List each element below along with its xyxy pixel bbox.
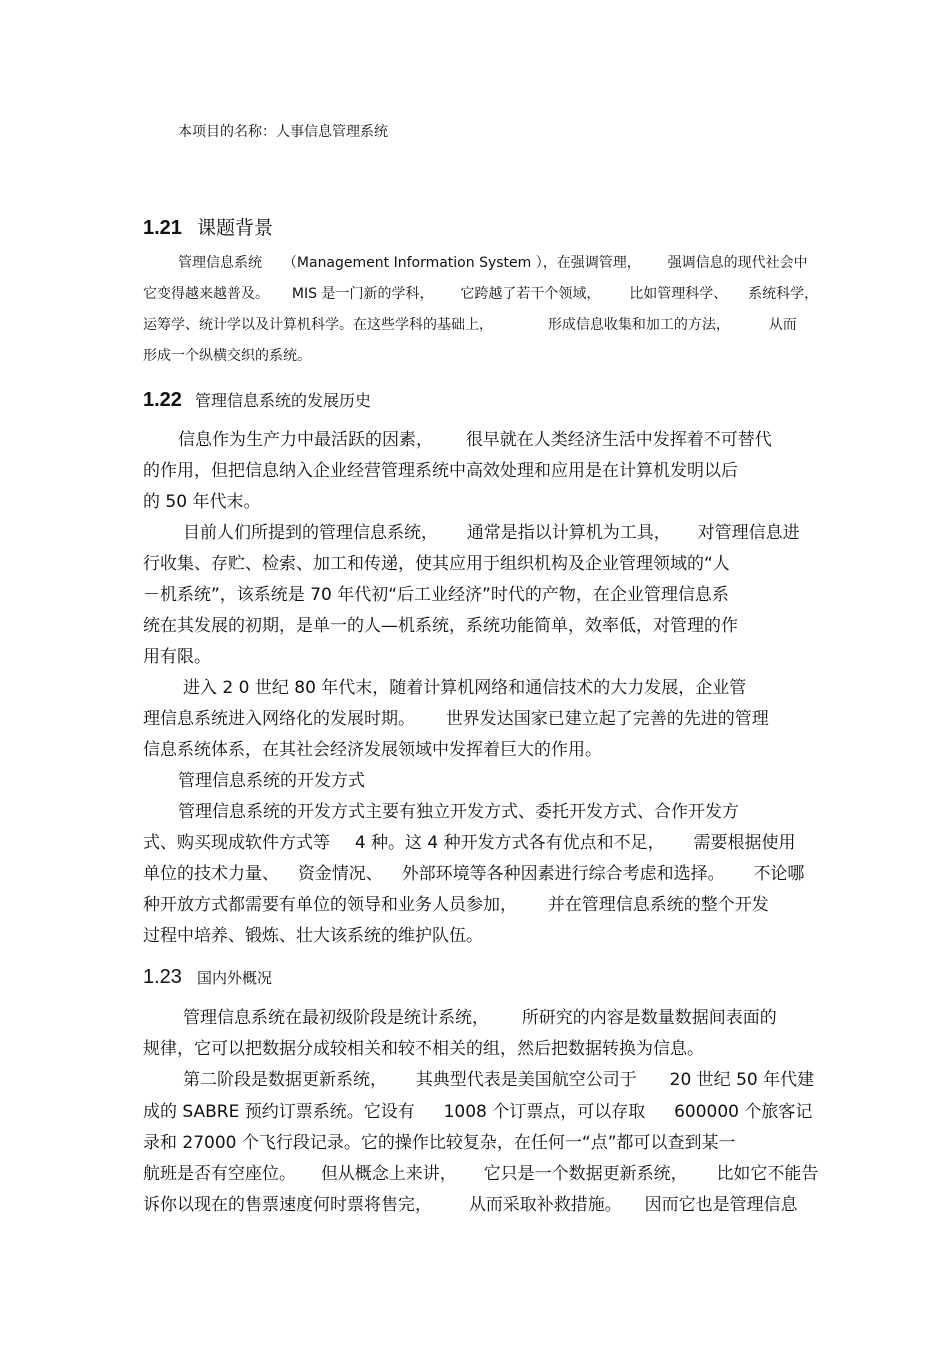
section-heading <box>143 388 371 412</box>
paragraph-line <box>178 428 772 452</box>
text-run: 资金情况、 <box>297 864 383 884</box>
text-run: 系统科学， <box>748 286 819 302</box>
text-run: 它变得越来越普及。 <box>143 286 269 302</box>
text-run: MIS 是一门新的学科， <box>291 286 434 302</box>
text-run: （Management Information System ），在强调管理， <box>282 255 641 271</box>
section-number: 1.23 <box>143 966 182 988</box>
text-run: 600000 个旅客记 <box>674 1102 813 1122</box>
paragraph-line: 形成一个纵横交织的系统。 <box>143 348 311 364</box>
text-run: 诉你以现在的售票速度何时票将售完， <box>143 1195 432 1215</box>
section-title: 国内外概况 <box>197 969 273 987</box>
text-run: 管理信息系统 <box>178 255 262 271</box>
section-number: 1.21 <box>143 217 182 239</box>
text-run: 通常是指以计算机为工具， <box>466 523 671 543</box>
text-run: 目前人们所提到的管理信息系统， <box>183 523 438 543</box>
text-run: 需要根据使用 <box>693 833 796 853</box>
paragraph-line <box>183 1068 814 1092</box>
text-run: 不论哪 <box>753 864 805 884</box>
paragraph-line: 的 50 年代末。 <box>143 492 261 512</box>
paragraph-line: 规律，它可以把数据分成较相关和较不相关的组，然后把数据转换为信息。 <box>143 1039 704 1059</box>
text-run: 从而 <box>768 317 797 333</box>
paragraph-line: 录和 27000 个飞行段记录。它的操作比较复杂，在任何一“点”都可以查到某一 <box>143 1133 736 1153</box>
text-run: 管理信息系统在最初级阶段是统计系统， <box>183 1008 489 1028</box>
paragraph-line <box>183 1006 777 1030</box>
text-run: 第二阶段是数据更新系统， <box>183 1070 387 1090</box>
paragraph-line: 进入 2 0 世纪 80 年代末，随着计算机网络和通信技术的大力发展，企业管 <box>183 678 747 698</box>
text-run: 对管理信息进 <box>697 523 800 543</box>
paragraph-line <box>183 521 800 545</box>
text-run: 外部环境等各种因素进行综合考虑和选择。 <box>401 864 725 884</box>
paragraph-line <box>143 893 769 917</box>
subheading: 管理信息系统的开发方式 <box>178 771 365 791</box>
text-run: 比如管理科学、 <box>629 286 728 302</box>
section-title: 管理信息系统的发展历史 <box>195 391 372 410</box>
paragraph-line <box>143 1193 798 1217</box>
paragraph-line: 的作用，但把信息纳入企业经营管理系统中高效处理和应用是在计算机发明以后 <box>143 461 738 481</box>
text-run: 1008 个订票点，可以存取 <box>443 1102 646 1122</box>
text-run: 式、购买现成软件方式等 <box>143 833 330 853</box>
paragraph-line <box>143 862 804 886</box>
text-run: 并在管理信息系统的整个开发 <box>547 895 769 915</box>
text-run: 很早就在人类经济生活中发挥着不可替代 <box>465 430 772 450</box>
text-run: 世界发达国家已建立起了完善的先进的管理 <box>445 709 769 729</box>
paragraph-line <box>143 314 797 336</box>
paragraph-line: 用有限。 <box>143 647 211 667</box>
text-run: 理信息系统进入网络化的发展时期。 <box>143 709 415 729</box>
paragraph-line: 统在其发展的初期，是单一的人—机系统，系统功能简单，效率低，对管理的作 <box>143 616 738 636</box>
paragraph-line: －机系统”，该系统是 70 年代初“后工业经济”时代的产物，在企业管理信息系 <box>143 585 729 605</box>
text-run: 从而采取补救措施。 <box>468 1195 622 1215</box>
section-heading <box>143 213 273 240</box>
text-run: 单位的技术力量、 <box>143 864 279 884</box>
text-run: 强调信息的现代社会中 <box>667 255 808 271</box>
paragraph-line <box>143 1162 818 1186</box>
text-run: 种开放方式都需要有单位的领导和业务人员参加， <box>143 895 517 915</box>
text-run: 航班是否有空座位。 <box>143 1164 296 1184</box>
text-run: 成的 SABRE 预约订票系统。它设有 <box>143 1102 415 1122</box>
text-run: 运筹学、统计学以及计算机科学。在这些学科的基础上， <box>143 317 493 333</box>
text-run: 因而它也是管理信息 <box>644 1195 798 1215</box>
text-run: 它只是一个数据更新系统， <box>483 1164 688 1184</box>
section-heading <box>143 966 272 989</box>
paragraph-line: 信息系统体系，在其社会经济发展领域中发挥着巨大的作用。 <box>143 740 602 760</box>
paragraph-line <box>143 707 769 731</box>
paragraph-line: 管理信息系统的开发方式主要有独立开发方式、委托开发方式、合作开发方 <box>178 802 739 822</box>
text-run: 20 世纪 50 年代建 <box>669 1070 815 1090</box>
paragraph-line <box>143 283 818 305</box>
text-run: 4 种。这 4 种开发方式各有优点和不足， <box>354 833 665 853</box>
paragraph-line: 过程中培养、锻炼、壮大该系统的维护队伍。 <box>143 926 483 946</box>
section-number: 1.22 <box>143 389 182 411</box>
paragraph-line <box>143 1100 812 1124</box>
text-run: 所研究的内容是数量数据间表面的 <box>521 1008 777 1028</box>
text-run: 它跨越了若干个领域， <box>460 286 601 302</box>
paragraph-line: 行收集、存贮、检索、加工和传递，使其应用于组织机构及企业管理领域的“人 <box>143 554 730 574</box>
text-run: 比如它不能告 <box>716 1164 819 1184</box>
text-run: 信息作为生产力中最活跃的因素， <box>178 430 433 450</box>
paragraph-line <box>143 831 795 855</box>
section-title: 课题背景 <box>197 217 274 239</box>
text-run: 但从概念上来讲， <box>320 1164 457 1184</box>
paragraph-line <box>178 252 808 274</box>
project-name: 本项目的名称：人事信息管理系统 <box>178 124 388 140</box>
text-run: 形成信息收集和加工的方法， <box>547 317 730 333</box>
text-run: 其典型代表是美国航空公司于 <box>415 1070 637 1090</box>
